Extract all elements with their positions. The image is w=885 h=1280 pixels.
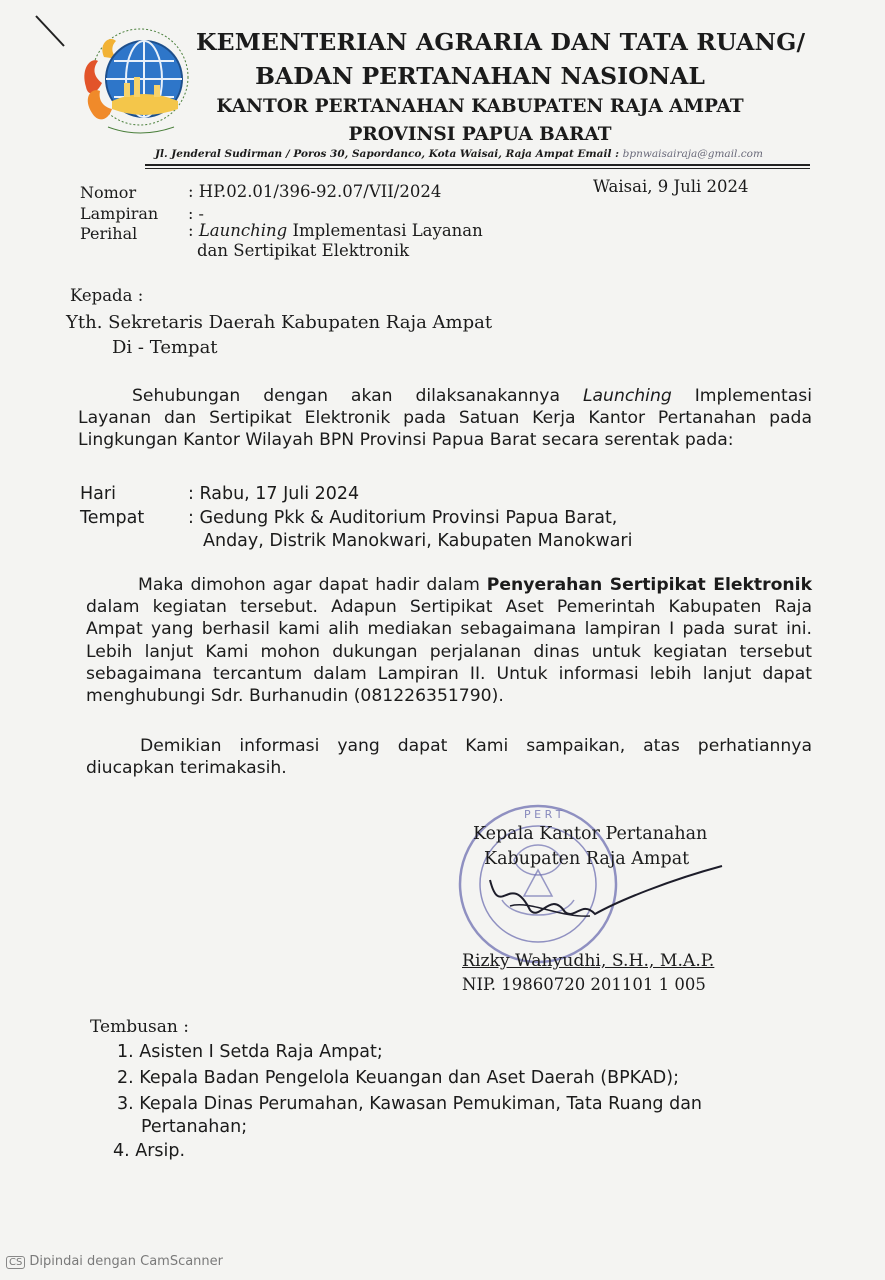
header-address (155, 148, 763, 160)
p2-bold: Penyerahan Sertipikat Elektronik (486, 575, 812, 595)
p3-line2: diucapkan terimakasih. (86, 758, 287, 779)
header-ministry: KEMENTERIAN AGRARIA DAN TATA RUANG/ (196, 28, 806, 56)
tembusan-item: Pertanahan; (141, 1117, 248, 1137)
p1-line1 (78, 385, 812, 407)
header-rule-thin (145, 168, 810, 169)
p1-text-a: Sehubungan dengan akan dilaksanakannya (132, 386, 583, 406)
address-text: Jl. Jenderal Sudirman / Poros 30, Sapordanco, Kota Waisai, Raja Ampat Email : (155, 148, 619, 160)
p2-line4: Lebih lanjut Kami mohon dukungan perjalanan dinas untuk kegiatan tersebut (86, 641, 812, 662)
hari-value: : Rabu, 17 Juli 2024 (188, 484, 360, 504)
place-date: Waisai, 9 Juli 2024 (593, 177, 749, 196)
p2-line6: menghubungi Sdr. Burhanudin (081226351790). (86, 686, 504, 707)
recipient-place: Di - Tempat (112, 337, 218, 358)
email-link[interactable]: bpnwaisairaja@gmail.com (622, 148, 763, 160)
perihal-italic: Launching (198, 221, 288, 240)
paragraph-intro (78, 385, 812, 452)
tempat-label: Tempat (80, 508, 145, 528)
p1-line3: Lingkungan Kantor Wilayah BPN Provinsi Papua Barat secara serentak pada: (78, 430, 734, 451)
signatory-name: Rizky Wahyudhi, S.H., M.A.P. (462, 951, 715, 971)
p2-line1 (86, 574, 812, 596)
p2-line5: sebagaimana tercantum dalam Lampiran II. Untuk informasi lebih lanjut dapat (86, 663, 812, 684)
signatory-title2: Kabupaten Raja Ampat (484, 849, 690, 869)
handwritten-signature (470, 860, 730, 930)
nomor-value: : HP.02.01/396-92.07/VII/2024 (188, 182, 442, 201)
perihal-rest: Implementasi Layanan (287, 221, 483, 240)
signatory-nip: NIP. 19860720 201101 1 005 (462, 975, 706, 994)
p1-italic: Launching (582, 386, 672, 406)
tembusan-item: 2. Kepala Badan Pengelola Keuangan dan Aset Daerah (BPKAD); (117, 1068, 679, 1088)
paragraph-closing (86, 735, 812, 779)
pen-stroke-mark (34, 14, 68, 50)
kepada-label: Kepada : (70, 286, 144, 305)
header-agency: BADAN PERTANAHAN NASIONAL (255, 62, 705, 90)
p3-line1: Demikian informasi yang dapat Kami sampaikan, atas perhatiannya (140, 736, 812, 756)
lampiran-value: : - (188, 204, 204, 223)
paragraph-request (86, 574, 812, 707)
hari-label: Hari (80, 484, 116, 504)
recipient-name: Yth. Sekretaris Daerah Kabupaten Raja Ampat (66, 312, 493, 333)
signatory-title1: Kepala Kantor Pertanahan (473, 824, 708, 844)
p1-text-c: Implementasi (671, 386, 812, 406)
tembusan-item: 3. Kepala Dinas Perumahan, Kawasan Pemukiman, Tata Ruang dan (117, 1094, 703, 1114)
p2-line2: dalam kegiatan tersebut. Adapun Sertipikat Aset Pemerintah Kabupaten Raja (86, 597, 812, 618)
scanner-text: Dipindai dengan CamScanner (29, 1254, 224, 1269)
tembusan-item: 4. Arsip. (113, 1141, 186, 1161)
perihal-line2: dan Sertipikat Elektronik (197, 241, 410, 260)
header-rule-thick (145, 164, 810, 166)
p2-text-a: Maka dimohon agar dapat hadir dalam (138, 575, 487, 595)
tembusan-item: 1. Asisten I Setda Raja Ampat; (117, 1042, 383, 1062)
tembusan-label: Tembusan : (90, 1017, 189, 1037)
perihal-label: Perihal (80, 224, 138, 243)
p2-line3: Ampat yang berhasil kami alih mediakan sebagaimana lampiran I pada surat ini. (86, 619, 812, 640)
header-office: KANTOR PERTANAHAN KABUPATEN RAJA AMPAT (216, 96, 744, 117)
svg-text:P E R T: P E R T (524, 808, 563, 821)
perihal-prefix: : (188, 221, 199, 240)
p1-line2: Layanan dan Sertipikat Elektronik pada Satuan Kerja Kantor Pertanahan pada (78, 408, 812, 429)
tempat-line2: Anday, Distrik Manokwari, Kabupaten Manokwari (203, 531, 633, 551)
perihal-value (188, 221, 483, 240)
nomor-label: Nomor (80, 183, 137, 202)
tempat-value: : Gedung Pkk & Auditorium Provinsi Papua Barat, (188, 508, 618, 528)
header-province: PROVINSI PAPUA BARAT (348, 124, 612, 145)
camscanner-icon: CS (6, 1256, 25, 1269)
scanner-watermark (6, 1254, 223, 1269)
lampiran-label: Lampiran (80, 204, 159, 223)
